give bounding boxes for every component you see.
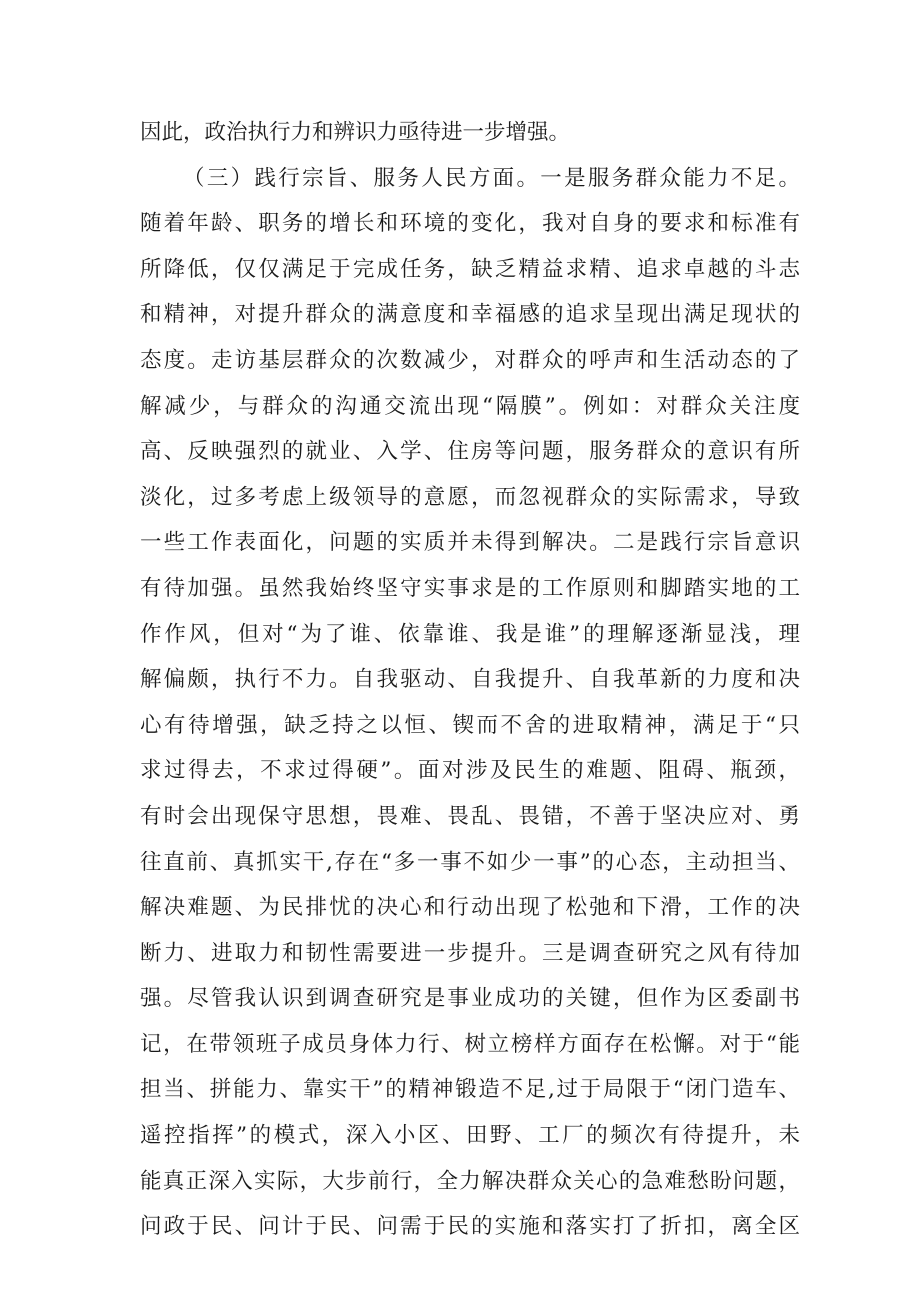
text-line: 问政于民、问计于民、问需于民的实施和落实打了折扣，离全区: [140, 1214, 800, 1240]
text-line: 所降低，仅仅满足于完成任务，缺乏精益求精、追求卓越的斗志: [140, 256, 800, 282]
text-line: 能真正深入实际，大步前行，全力解决群众关心的急难愁盼问题，: [140, 1168, 800, 1194]
text-line: 淡化，过多考虑上级领导的意愿，而忽视群众的实际需求，导致: [140, 484, 800, 510]
text-line: 解决难题、为民排忧的决心和行动出现了松弛和下滑，工作的决: [140, 895, 800, 921]
text-line: 解偏颇，执行不力。自我驱动、自我提升、自我革新的力度和决: [140, 667, 800, 693]
text-line: 解减少，与群众的沟通交流出现“隔膜”。例如：对群众关注度: [140, 393, 800, 419]
text-line: 求过得去，不求过得硬”。面对涉及民生的难题、阻碍、瓶颈，: [140, 758, 800, 784]
text-line: 有时会出现保守思想，畏难、畏乱、畏错，不善于坚决应对、勇: [140, 803, 800, 829]
text-line: 断力、进取力和韧性需要进一步提升。三是调查研究之风有待加: [140, 940, 800, 966]
text-line: 作作风，但对“为了谁、依靠谁、我是谁”的理解逐渐显浅，理: [140, 621, 800, 647]
text-line: 一些工作表面化，问题的实质并未得到解决。二是践行宗旨意识: [140, 530, 800, 556]
text-line: 和精神，对提升群众的满意度和幸福感的追求呈现出满足现状的: [140, 302, 800, 328]
text-line: （三）践行宗旨、服务人民方面。一是服务群众能力不足。: [183, 165, 800, 191]
text-line: 心有待增强，缺乏持之以恒、锲而不舍的进取精神，满足于“只: [140, 712, 800, 738]
text-line: 有待加强。虽然我始终坚守实事求是的工作原则和脚踏实地的工: [140, 575, 800, 601]
text-line: 记，在带领班子成员身体力行、树立榜样方面存在松懈。对于“能: [140, 1031, 800, 1057]
text-line: 强。尽管我认识到调查研究是事业成功的关键，但作为区委副书: [140, 986, 800, 1012]
body-text: [140, 110, 800, 1250]
text-line: 往直前、真抓实干,存在“多一事不如少一事”的心态，主动担当、: [140, 849, 800, 875]
text-line: 因此，政治执行力和辨识力亟待进一步增强。: [140, 120, 571, 145]
text-line: 随着年龄、职务的增长和环境的变化，我对自身的要求和标准有: [140, 211, 800, 237]
text-line: 担当、拼能力、靠实干”的精神锻造不足,过于局限于“闭门造车、: [140, 1077, 800, 1103]
text-line: 遥控指挥”的模式，深入小区、田野、工厂的频次有待提升，未: [140, 1123, 800, 1149]
text-line: 态度。走访基层群众的次数减少，对群众的呼声和生活动态的了: [140, 347, 800, 373]
text-line: 高、反映强烈的就业、入学、住房等问题，服务群众的意识有所: [140, 439, 800, 465]
